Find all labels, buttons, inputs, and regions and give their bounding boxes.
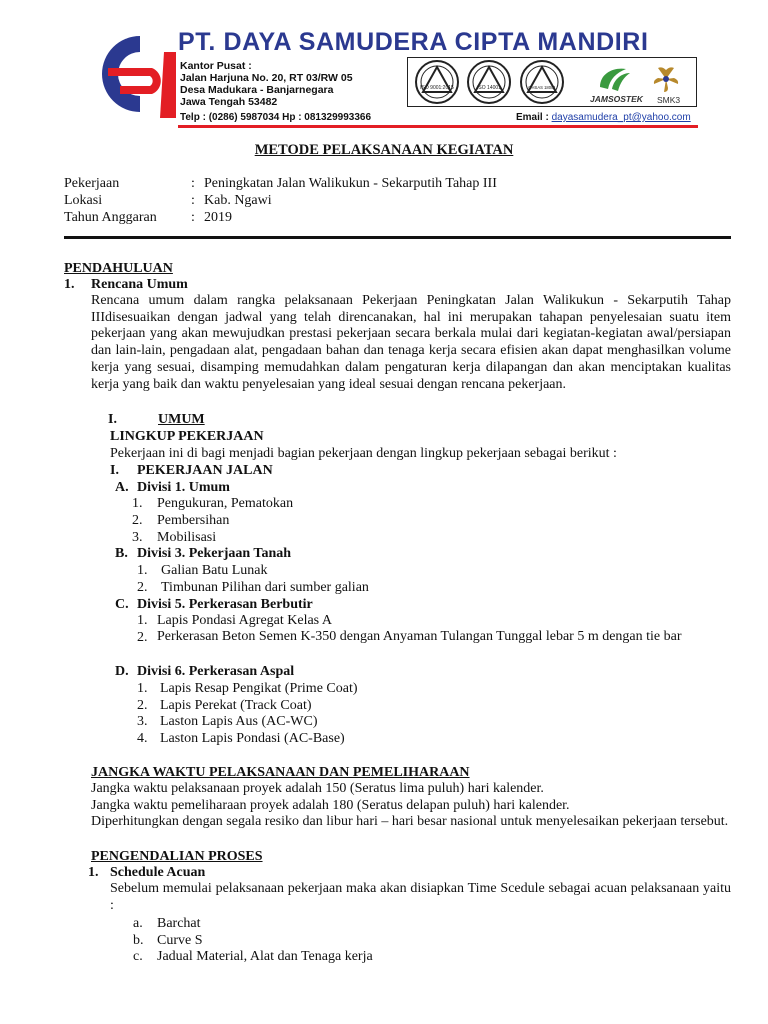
iso-14001-label: ISO 14001 <box>477 85 501 91</box>
jangka-paragraph: Diperhitungkan dengan segala resiko dan libur hari – hari besar nasional untuk menyelesaikan pekerjaan tersebut. <box>91 814 729 829</box>
schedule-title: Schedule Acuan <box>110 865 206 880</box>
list-item: Perkerasan Beton Semen K-350 dengan Anyaman Tulangan Tunggal lebar 5 m dengan tie bar <box>157 629 682 644</box>
list-item: Jadual Material, Alat dan Tenaga kerja <box>157 949 373 964</box>
meta-label: Pekerjaan <box>64 176 120 191</box>
meta-value: 2019 <box>204 210 232 225</box>
list-item: Mobilisasi <box>157 530 217 545</box>
address-line: Jalan Harjuna No. 20, RT 03/RW 05 <box>180 72 353 84</box>
list-item: Barchat <box>157 916 201 931</box>
list-number: 1. <box>132 496 143 511</box>
meta-value: Kab. Ngawi <box>204 193 272 208</box>
schedule-number: 1. <box>88 865 99 880</box>
document-title: METODE PELAKSANAAN KEGIATAN <box>254 142 514 158</box>
list-number: 1. <box>137 563 148 578</box>
office-address <box>180 60 353 108</box>
office-label: Kantor Pusat : <box>180 60 252 72</box>
jamsostek-label: JAMSOSTEK <box>590 94 643 104</box>
jalan-number: I. <box>110 463 119 478</box>
meta-value: Peningkatan Jalan Walikukun - Sekarputih Tahap III <box>204 176 497 191</box>
list-letter: a. <box>133 916 143 931</box>
jamsostek-logo <box>594 65 634 93</box>
schedule-paragraph: Sebelum memulai pelaksanaan pekerjaan maka akan disiapkan Time Scedule sebagai acuan pelaksanaan yaitu : <box>110 881 731 913</box>
list-number: 2. <box>132 513 143 528</box>
list-letter: c. <box>133 949 143 964</box>
list-number: 3. <box>137 714 148 729</box>
jangka-waktu-heading: JANGKA WAKTU PELAKSANAAN DAN PEMELIHARAAN <box>91 765 470 780</box>
list-item: Pembersihan <box>157 513 230 528</box>
smk3-label: SMK3 <box>657 95 681 105</box>
division-letter: B. <box>115 546 128 561</box>
list-item: Lapis Pondasi Agregat Kelas A <box>157 613 332 628</box>
division-letter: A. <box>115 480 129 495</box>
pengendalian-heading: PENGENDALIAN PROSES <box>91 849 263 864</box>
list-item: Curve S <box>157 933 203 948</box>
list-number: 2. <box>137 698 148 713</box>
list-number: 4. <box>137 731 148 746</box>
meta-divider <box>64 236 731 239</box>
ohsas-18001-label: OHSAS 18001 <box>528 85 556 90</box>
list-number: 2. <box>137 580 148 595</box>
list-item: Laston Lapis Pondasi (AC-Base) <box>160 731 345 746</box>
meta-label: Lokasi <box>64 193 103 208</box>
list-number: 3. <box>132 530 143 545</box>
list-item: Galian Batu Lunak <box>161 563 268 578</box>
company-logo <box>80 30 178 120</box>
letterhead-divider <box>178 125 698 128</box>
jalan-title: PEKERJAAN JALAN <box>137 463 273 478</box>
list-number: 2. <box>137 630 148 645</box>
email-link[interactable]: dayasamudera_pt@yahoo.com <box>551 112 691 123</box>
smk3-logo <box>650 64 682 94</box>
list-number: 1. <box>137 681 148 696</box>
email-line <box>516 112 691 123</box>
lingkup-title: LINGKUP PEKERJAAN <box>110 429 264 444</box>
list-item: Lapis Perekat (Track Coat) <box>160 698 312 713</box>
list-item: Timbunan Pilihan dari sumber galian <box>161 580 369 595</box>
list-letter: b. <box>133 933 144 948</box>
division-title: Divisi 3. Pekerjaan Tanah <box>137 546 292 561</box>
jangka-line: Jangka waktu pelaksanaan proyek adalah 150 (Seratus lima puluh) hari kalender. <box>91 781 544 796</box>
email-label: Email : <box>516 112 549 123</box>
division-letter: D. <box>115 664 129 679</box>
address-line: Jawa Tengah 53482 <box>180 96 278 108</box>
umum-title: UMUM <box>158 412 205 427</box>
section-number: 1. <box>64 277 75 292</box>
meta-separator: : <box>191 210 195 225</box>
section-title-rencana-umum: Rencana Umum <box>91 277 188 292</box>
iso-9001-logo <box>414 59 460 105</box>
iso-9001-label: ISO 9001:2015 <box>420 85 454 91</box>
meta-separator: : <box>191 193 195 208</box>
division-title: Divisi 5. Perkerasan Berbutir <box>137 597 313 612</box>
division-title: Divisi 1. Umum <box>137 480 230 495</box>
meta-separator: : <box>191 176 195 191</box>
meta-label: Tahun Anggaran <box>64 210 157 225</box>
list-item: Pengukuran, Pematokan <box>157 496 294 511</box>
list-item: Laston Lapis Aus (AC-WC) <box>160 714 318 729</box>
iso-14001-logo <box>466 59 512 105</box>
list-item: Lapis Resap Pengikat (Prime Coat) <box>160 681 358 696</box>
rencana-umum-paragraph: Rencana umum dalam rangka pelaksanaan Pekerjaan Peningkatan Jalan Walikukun - Sekarputih Tahap IIIdisesuaikan dengan jadwal yang telah direncanakan, hal ini merupakan tahapan penyelesaian suatu item pekerjaan yang akan mewujudkan prestasi pekerjaan secara berkala mulai dari kegiatan-kegiatan awal/persiapan dan lain-lain, pengadaan alat, pengadaan bahan dan tenaga kerja secara efisien akan dapat menghasilkan volume kerja yang sesuai, disamping memudahkan dalam pengaturan kerja dilapangan dan akan menciptakan kualitas kerja yang baik dan waktu penyelesaian yang ideal sesuai dengan rencana pekerjaan. <box>91 293 731 392</box>
jangka-line: Jangka waktu pemeliharaan proyek adalah 180 (Seratus delapan puluh) hari kalender. <box>91 798 570 813</box>
umum-number: I. <box>108 412 117 427</box>
list-number: 1. <box>137 613 148 628</box>
phone-line: Telp : (0286) 5987034 Hp : 081329993366 <box>180 112 372 123</box>
section-heading-pendahuluan: PENDAHULUAN <box>64 261 173 276</box>
company-name: PT. DAYA SAMUDERA CIPTA MANDIRI <box>178 28 649 56</box>
division-title: Divisi 6. Perkerasan Aspal <box>137 664 295 679</box>
ohsas-18001-logo <box>519 59 565 105</box>
lingkup-paragraph: Pekerjaan ini di bagi menjadi bagian pekerjaan dengan lingkup pekerjaan sebagai berikut : <box>110 446 617 461</box>
division-letter: C. <box>115 597 129 612</box>
address-line: Desa Madukara - Banjarnegara <box>180 84 334 96</box>
